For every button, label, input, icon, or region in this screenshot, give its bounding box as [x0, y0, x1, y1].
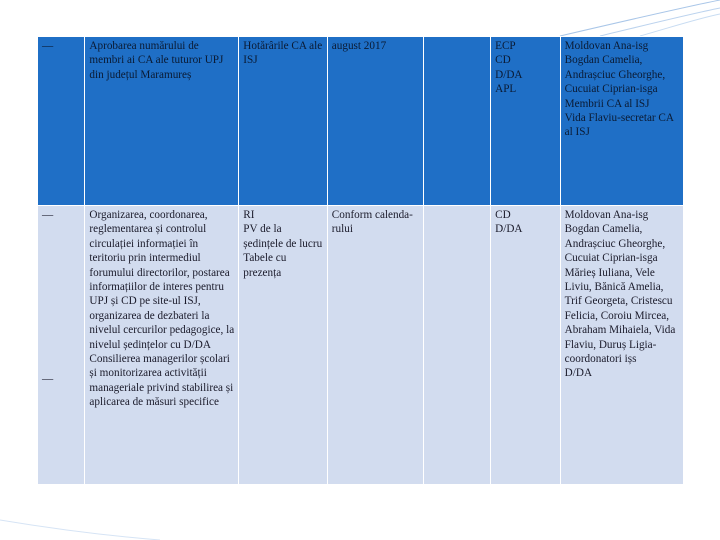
deadline-text: august 2017	[331, 40, 387, 52]
deadline-text: Conform calenda-rului	[331, 209, 413, 236]
table-row	[38, 206, 684, 485]
evidence-cell	[239, 206, 328, 485]
responsible-cell	[560, 206, 683, 485]
activity-cell	[85, 206, 239, 485]
dash-marker: —	[42, 209, 54, 221]
evidence-text: Hotărârile CA ale ISJ	[243, 40, 323, 67]
evidence-text: RI PV de la ședințele de lucru Tabele cu prezența	[243, 209, 323, 279]
table-row	[38, 37, 684, 206]
dash-marker: —	[42, 40, 54, 52]
empty-cell	[423, 37, 490, 206]
partners-cell	[491, 37, 561, 206]
deadline-cell	[327, 37, 423, 206]
partners-cell	[491, 206, 561, 485]
activity-text: Consilierea managerilor școlari și monitorizarea activității manageriale privind stabilirea și aplicarea de măsuri specifice	[89, 353, 234, 409]
empty-cell	[423, 206, 490, 485]
partners-text: ECP CD D/DA APL	[495, 40, 523, 96]
marker-cell	[38, 206, 85, 485]
deadline-cell	[327, 206, 423, 485]
responsible-text: Moldovan Ana-isg Bogdan Camelia, Andrașciuc Gheorghe, Cucuiat Ciprian-isga Mărieș Iuliana, Vele Liviu, Bănică Amelia, Trif Georgeta, Cristescu Felicia, Coroiu Mircea, Abraham Mihaiela, Vida Flaviu, Duruș Ligia-coordonatori ișs D/DA	[564, 209, 676, 380]
marker-cell	[38, 37, 85, 206]
partners-text: CD D/DA	[495, 209, 523, 236]
activity-text: Aprobarea numărului de membri ai CA ale tuturor UPJ din județul Maramureș	[89, 40, 224, 81]
responsible-text: Moldovan Ana-isg Bogdan Camelia, Andrașciuc Gheorghe, Cucuiat Ciprian-isga Membrii CA al ISJ Vida Flaviu-secretar CA al ISJ	[564, 40, 674, 139]
activity-cell	[85, 37, 239, 206]
evidence-cell	[239, 37, 328, 206]
dash-marker: —	[42, 373, 54, 386]
activity-text: Organizarea, coordonarea, reglementarea și controlul circulației informației în teritoriu prin intermediul forumului directorilor, postarea informațiilor de interes pentru UPJ și CD pe site-ul ISJ, organizarea de dezbateri la nivelul cercurilor pedagogice, la nivelul ședințelor cu D/DA	[89, 209, 235, 351]
responsible-cell	[560, 37, 683, 206]
activity-plan-table	[37, 36, 684, 485]
